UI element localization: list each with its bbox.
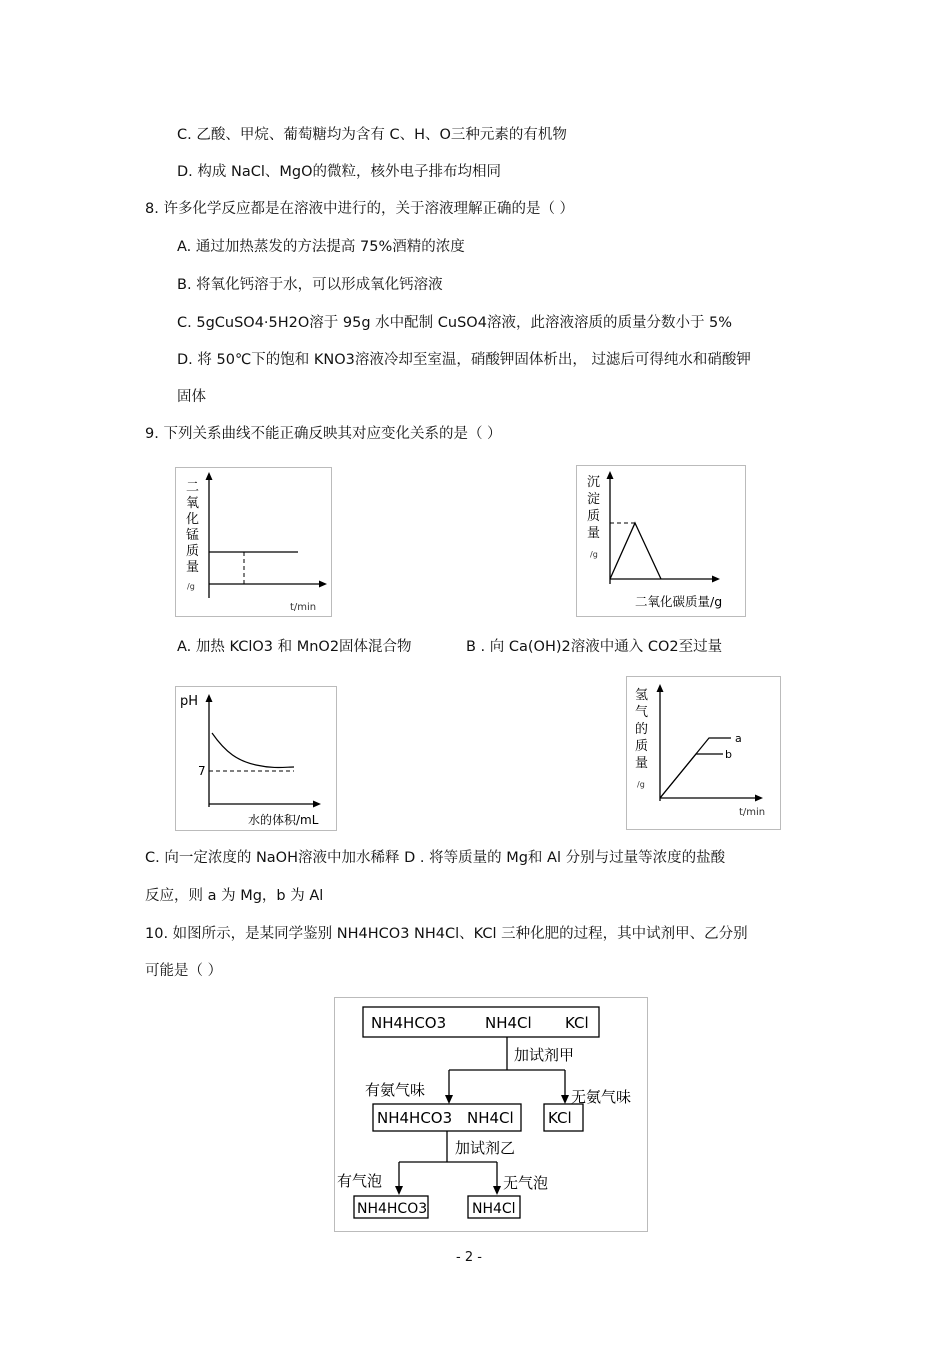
q7-option-d: D. 构成 NaCl、MgO的微粒，核外电子排布均相同 xyxy=(177,164,502,180)
q8-option-c: C. 5gCuSO4·5H2O溶于 95g 水中配制 CuSO4溶液，此溶液溶质的质量分数小于 5% xyxy=(177,315,733,331)
graph-d-ylabel-unit: /g xyxy=(637,780,645,789)
graph-b-xlabel: 二氧化碳质量/g xyxy=(635,594,723,609)
graph-c-tick-7: 7 xyxy=(198,764,206,778)
flow-mid-nh4cl: NH4Cl xyxy=(467,1109,514,1127)
q7-option-c: C. 乙酸、甲烷、葡萄糖均为含有 C、H、O三种元素的有机物 xyxy=(177,127,567,143)
graph-d-ylabel-5: 量 xyxy=(635,756,649,771)
graph-c-xlabel: 水的体积/mL xyxy=(248,813,319,827)
graph-a-xlabel: t/min xyxy=(290,602,317,613)
graph-a-ylabel-4: 锰 xyxy=(186,528,200,543)
graph-b xyxy=(576,465,746,617)
flow-reagent-2: 加试剂乙 xyxy=(455,1139,516,1157)
graph-b-ylabel-1: 沉 xyxy=(587,475,601,490)
flow-bottom-nh4hco3: NH4HCO3 xyxy=(357,1201,428,1217)
flow-kcl: KCl xyxy=(548,1109,572,1127)
graph-d-label-a: a xyxy=(735,732,742,745)
graph-a-ylabel-unit: /g xyxy=(187,582,195,591)
graph-b-ylabel-4: 量 xyxy=(587,526,601,541)
q10-cont: 可能是（ ） xyxy=(145,963,223,979)
graph-a-ylabel-6: 量 xyxy=(186,560,200,575)
q8-option-d: D. 将 50℃下的饱和 KNO3溶液冷却至室温，硝酸钾固体析出， 过滤后可得纯水和硝酸钾 xyxy=(177,352,751,368)
identification-flowchart xyxy=(334,997,648,1232)
q9-option-d-cont: 反应，则 a 为 Mg，b 为 Al xyxy=(145,888,324,904)
graph-d-label-b: b xyxy=(725,748,732,761)
graph-d-ylabel-4: 质 xyxy=(635,739,649,754)
question-8: 8. 许多化学反应都是在溶液中进行的，关于溶液理解正确的是（ ） xyxy=(145,201,575,217)
graph-c xyxy=(175,686,337,831)
graph-d xyxy=(626,676,781,830)
flow-right-2: 无气泡 xyxy=(503,1174,549,1192)
flow-reagent-1: 加试剂甲 xyxy=(514,1046,575,1064)
graph-d-xlabel: t/min xyxy=(739,807,766,818)
graph-a-ylabel-1: 二 xyxy=(186,480,200,495)
graph-d-ylabel-1: 氢 xyxy=(635,688,649,703)
graph-c-ylabel: pH xyxy=(180,694,199,709)
flow-left-1: 有氨气味 xyxy=(365,1081,426,1099)
q8-option-a: A. 通过加热蒸发的方法提高 75%酒精的浓度 xyxy=(177,239,465,255)
flow-bottom-nh4cl: NH4Cl xyxy=(472,1201,516,1217)
question-9: 9. 下列关系曲线不能正确反映其对应变化关系的是（ ） xyxy=(145,426,502,442)
q9-option-cd: C. 向一定浓度的 NaOH溶液中加水稀释 D . 将等质量的 Mg和 Al 分别与过量等浓度的盐酸 xyxy=(145,850,726,866)
flow-right-1: 无氨气味 xyxy=(571,1088,632,1106)
q8-option-b: B. 将氧化钙溶于水，可以形成氧化钙溶液 xyxy=(177,277,443,293)
q9-option-a: A. 加热 KClO3 和 MnO2固体混合物 xyxy=(177,639,412,655)
graph-a-ylabel-2: 氧 xyxy=(186,496,200,511)
page-number: - 2 - xyxy=(456,1250,482,1265)
q9-option-b: B . 向 Ca(OH)2溶液中通入 CO2至过量 xyxy=(466,639,723,655)
graph-d-ylabel-2: 气 xyxy=(635,705,649,720)
flow-left-2: 有气泡 xyxy=(337,1172,383,1190)
graph-b-ylabel-2: 淀 xyxy=(587,492,601,507)
graph-a xyxy=(175,467,332,617)
flow-top-nh4hco3: NH4HCO3 xyxy=(371,1014,447,1032)
graph-a-ylabel-5: 质 xyxy=(186,544,200,559)
flow-mid-nh4hco3: NH4HCO3 xyxy=(377,1109,453,1127)
graph-d-ylabel-3: 的 xyxy=(635,722,649,737)
question-10: 10. 如图所示，是某同学鉴别 NH4HCO3 NH4Cl、KCl 三种化肥的过程，其中试剂甲、乙分别 xyxy=(145,926,748,942)
flow-top-nh4cl: NH4Cl xyxy=(485,1014,532,1032)
graph-a-ylabel-3: 化 xyxy=(186,512,200,527)
flow-top-kcl: KCl xyxy=(565,1014,589,1032)
q8-option-d-cont: 固体 xyxy=(177,389,206,405)
graph-b-ylabel-unit: /g xyxy=(590,550,598,559)
graph-b-ylabel-3: 质 xyxy=(587,509,601,524)
